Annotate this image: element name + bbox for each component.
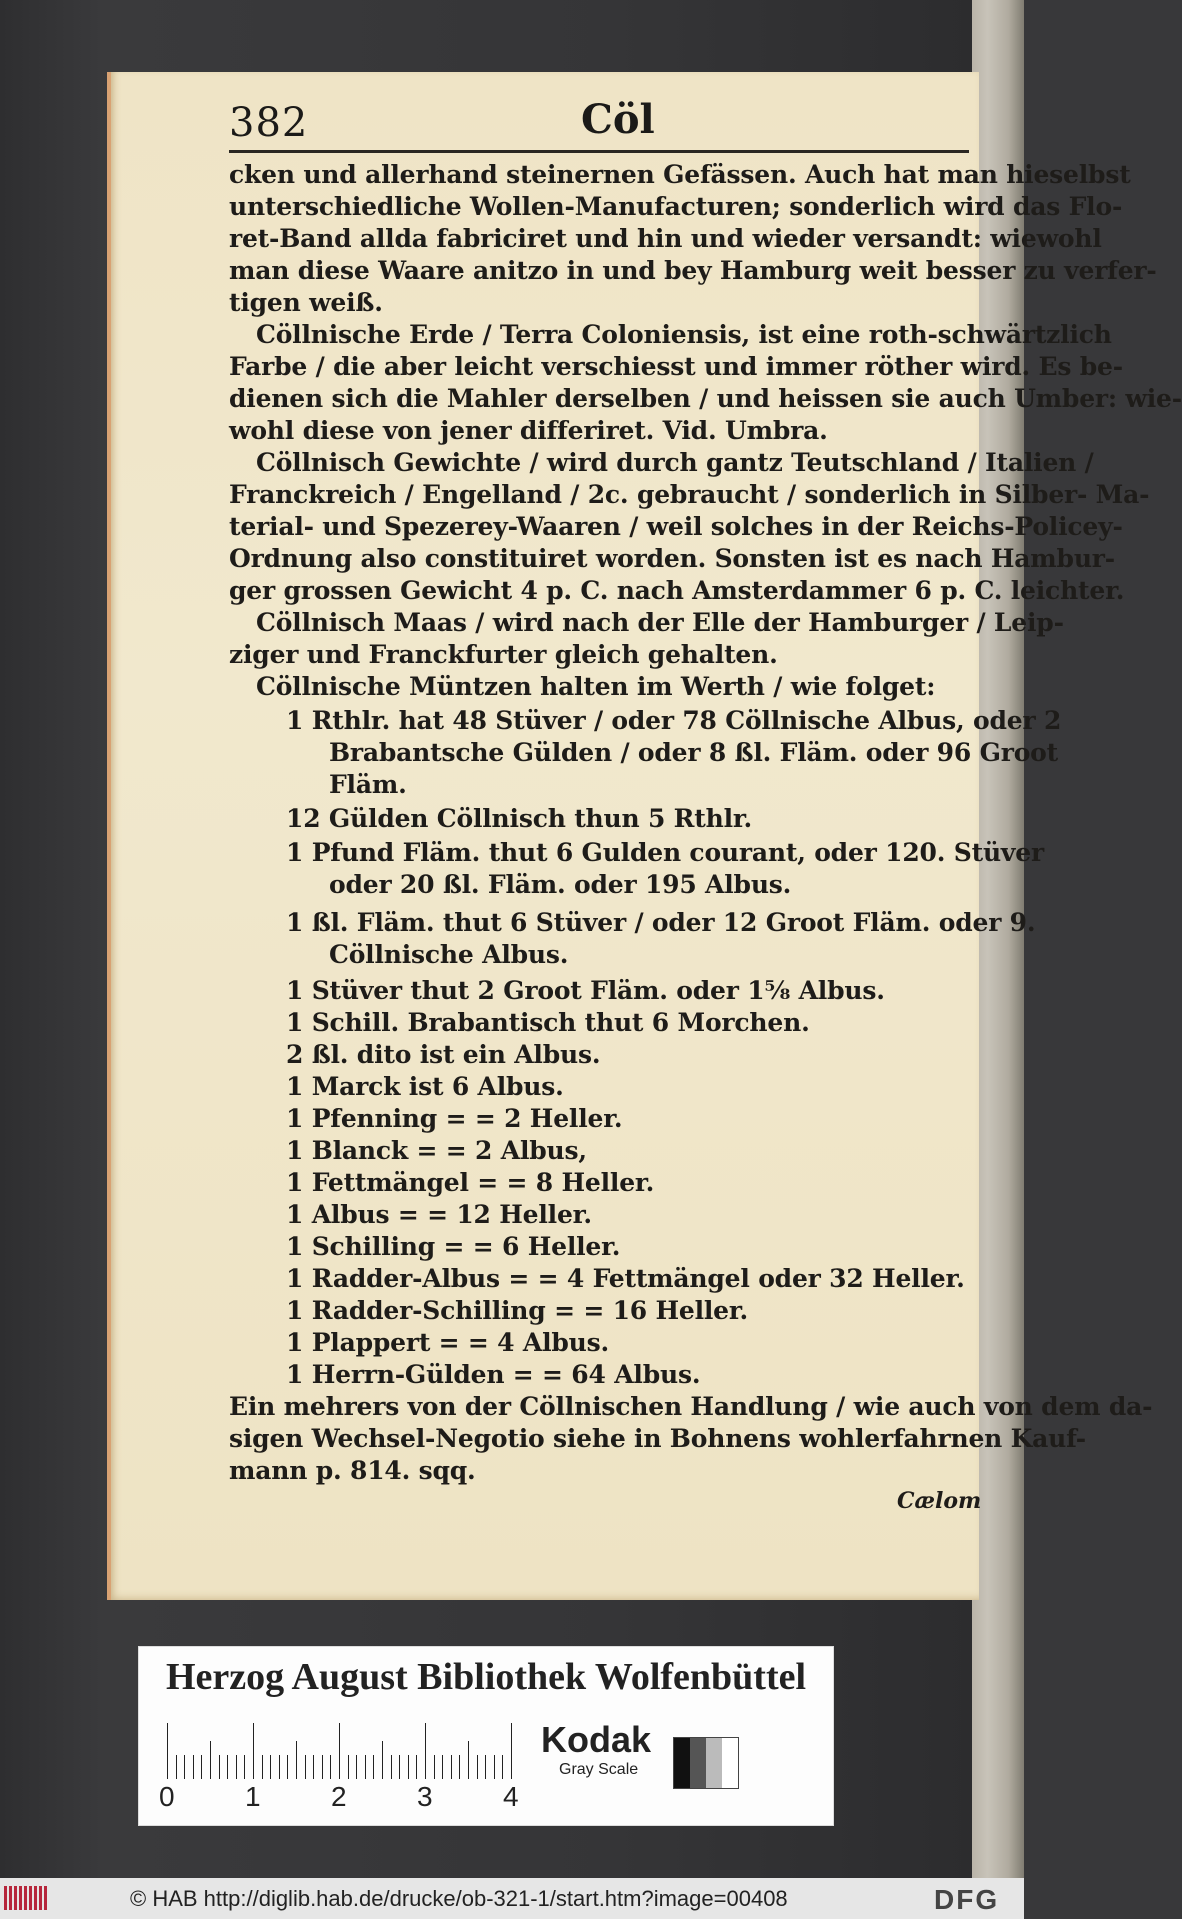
text-line: 1 Herrn-Gülden = = 64 Albus.: [286, 1360, 701, 1389]
text-line: 1 ßl. Fläm. thut 6 Stüver / oder 12 Groot Fläm. oder 9.: [286, 908, 1036, 937]
ruler-tick: [313, 1755, 314, 1779]
text-line: Cöllnisch Gewichte / wird durch gantz Teutschland / Italien /: [256, 448, 1094, 477]
text-line: 1 Fettmängel = = 8 Heller.: [286, 1168, 655, 1197]
text-line: 1 Plappert = = 4 Albus.: [286, 1328, 610, 1357]
ruler-tick: [365, 1755, 366, 1779]
text-line: dienen sich die Mahler derselben / und heissen sie auch Umber: wie-: [229, 384, 1182, 413]
text-line: Cöllnische Müntzen halten im Werth / wie folget:: [256, 672, 936, 701]
text-line: Brabantsche Gülden / oder 8 ßl. Fläm. oder 96 Groot: [329, 738, 1058, 767]
text-line: sigen Wechsel-Negotio siehe in Bohnens wohlerfahrnen Kauf-: [229, 1424, 1086, 1453]
ruler-tick: [279, 1755, 280, 1779]
running-head: Cöl: [581, 96, 655, 143]
text-line: unterschiedliche Wollen-Manufacturen; sonderlich wird das Flo-: [229, 192, 1123, 221]
ruler-tick: [511, 1723, 512, 1779]
ruler-tick: [244, 1755, 245, 1779]
ruler-tick: [219, 1755, 220, 1779]
text-line: tigen weiß.: [229, 288, 383, 317]
text-line: 1 Schill. Brabantisch thut 6 Morchen.: [286, 1008, 810, 1037]
text-line: 1 Albus = = 12 Heller.: [286, 1200, 592, 1229]
hab-logo-icon: [4, 1886, 48, 1910]
ruler-tick: [416, 1755, 417, 1779]
ruler-tick: [391, 1755, 392, 1779]
ruler-tick: [262, 1755, 263, 1779]
text-line: 1 Rthlr. hat 48 Stüver / oder 78 Cöllnische Albus, oder 2: [286, 706, 1062, 735]
scale-number: 4: [503, 1781, 519, 1812]
text-line: 1 Marck ist 6 Albus.: [286, 1072, 564, 1101]
text-line: Cöllnische Erde / Terra Coloniensis, ist eine roth-schwärtzlich: [256, 320, 1112, 349]
text-line: 1 Pfund Fläm. thut 6 Gulden courant, oder 120. Stüver: [286, 838, 1044, 867]
kodak-logo: Kodak: [541, 1719, 652, 1760]
ruler-tick: [502, 1755, 503, 1779]
text-line: 2 ßl. dito ist ein Albus.: [286, 1040, 601, 1069]
text-line: ziger und Franckfurter gleich gehalten.: [229, 640, 778, 669]
text-line: Fläm.: [329, 770, 407, 799]
text-line: Farbe / die aber leicht verschiesst und immer röther wird. Es be-: [229, 352, 1123, 381]
text-line: man diese Waare anitzo in und bey Hamburg weit besser zu verfer-: [229, 256, 1157, 285]
text-line: 1 Stüver thut 2 Groot Fläm. oder 1⅝ Albus.: [286, 976, 885, 1005]
gray-scale-label: Gray Scale: [559, 1761, 639, 1778]
ruler-tick: [167, 1723, 168, 1779]
ruler-tick: [477, 1755, 478, 1779]
ruler-tick: [193, 1755, 194, 1779]
catchword: Cælom: [897, 1488, 982, 1514]
ruler-tick: [494, 1755, 495, 1779]
ruler-tick: [210, 1741, 211, 1779]
text-line: terial- und Spezerey-Waaren / weil solches in der Reichs-Policey-: [229, 512, 1123, 541]
library-name: Herzog August Bibliothek Wolfenbüttel: [165, 1656, 807, 1698]
ruler-tick: [485, 1755, 486, 1779]
text-line: Cöllnisch Maas / wird nach der Elle der Hamburger / Leip-: [256, 608, 1064, 637]
text-line: mann p. 814. sqq.: [229, 1456, 476, 1485]
text-line: Franckreich / Engelland / 2c. gebraucht / sonderlich in Silber- Ma-: [229, 480, 1150, 509]
text-line: 1 Radder-Schilling = = 16 Heller.: [286, 1296, 749, 1325]
text-line: 1 Blanck = = 2 Albus,: [286, 1136, 587, 1165]
ruler-tick: [176, 1755, 177, 1779]
text-line: 1 Radder-Albus = = 4 Fettmängel oder 32 Heller.: [286, 1264, 965, 1293]
scale-number: 1: [245, 1781, 261, 1812]
ruler-tick: [184, 1755, 185, 1779]
ruler-tick: [425, 1723, 426, 1779]
ruler-tick: [459, 1755, 460, 1779]
ruler-tick: [227, 1755, 228, 1779]
ruler-tick: [348, 1755, 349, 1779]
text-line: wohl diese von jener differiret. Vid. Umbra.: [229, 416, 828, 445]
header-rule: [229, 150, 969, 153]
text-line: ret-Band allda fabriciret und hin und wieder versandt: wiewohl: [229, 224, 1102, 253]
page-number: 382: [229, 100, 309, 146]
ruler-tick: [330, 1755, 331, 1779]
ruler-tick: [408, 1755, 409, 1779]
ruler-tick: [287, 1755, 288, 1779]
footer-bar: [0, 1878, 1024, 1919]
ruler-tick: [322, 1755, 323, 1779]
ruler-tick: [434, 1755, 435, 1779]
measurement-ruler: [167, 1723, 513, 1779]
ruler-tick: [442, 1755, 443, 1779]
text-line: Cöllnische Albus.: [329, 940, 569, 969]
ruler-tick: [468, 1741, 469, 1779]
document-page: [107, 72, 1182, 1600]
ruler-tick: [373, 1755, 374, 1779]
ruler-tick: [201, 1755, 202, 1779]
ruler-tick: [253, 1723, 254, 1779]
ruler-tick: [270, 1755, 271, 1779]
ruler-tick: [451, 1755, 452, 1779]
text-line: cken und allerhand steinernen Gefässen. Auch hat man hieselbst: [229, 160, 1131, 189]
ruler-tick: [296, 1741, 297, 1779]
text-line: oder 20 ßl. Fläm. oder 195 Albus.: [329, 870, 792, 899]
gray-swatch: [673, 1737, 739, 1789]
footer-url[interactable]: © HAB http://diglib.hab.de/drucke/ob-321-1/start.htm?image=00408: [130, 1886, 788, 1911]
ruler-tick: [399, 1755, 400, 1779]
scale-number: 0: [159, 1781, 175, 1812]
ruler-tick: [339, 1723, 340, 1779]
text-line: Ein mehrers von der Cöllnischen Handlung / wie auch von dem da-: [229, 1392, 1153, 1421]
dfg-logo: DFG: [934, 1884, 1000, 1915]
text-line: Ordnung also constituiret worden. Sonsten ist es nach Hambur-: [229, 544, 1115, 573]
ruler-tick: [356, 1755, 357, 1779]
text-line: ger grossen Gewicht 4 p. C. nach Amsterdammer 6 p. C. leichter.: [229, 576, 1125, 605]
text-line: 1 Schilling = = 6 Heller.: [286, 1232, 621, 1261]
ruler-tick: [305, 1755, 306, 1779]
scale-number: 3: [417, 1781, 433, 1812]
text-line: 12 Gülden Cöllnisch thun 5 Rthlr.: [286, 804, 753, 833]
color-calibration-card: [138, 1646, 834, 1826]
scale-number: 2: [331, 1781, 347, 1812]
ruler-tick: [236, 1755, 237, 1779]
text-line: 1 Pfenning = = 2 Heller.: [286, 1104, 623, 1133]
ruler-tick: [382, 1741, 383, 1779]
